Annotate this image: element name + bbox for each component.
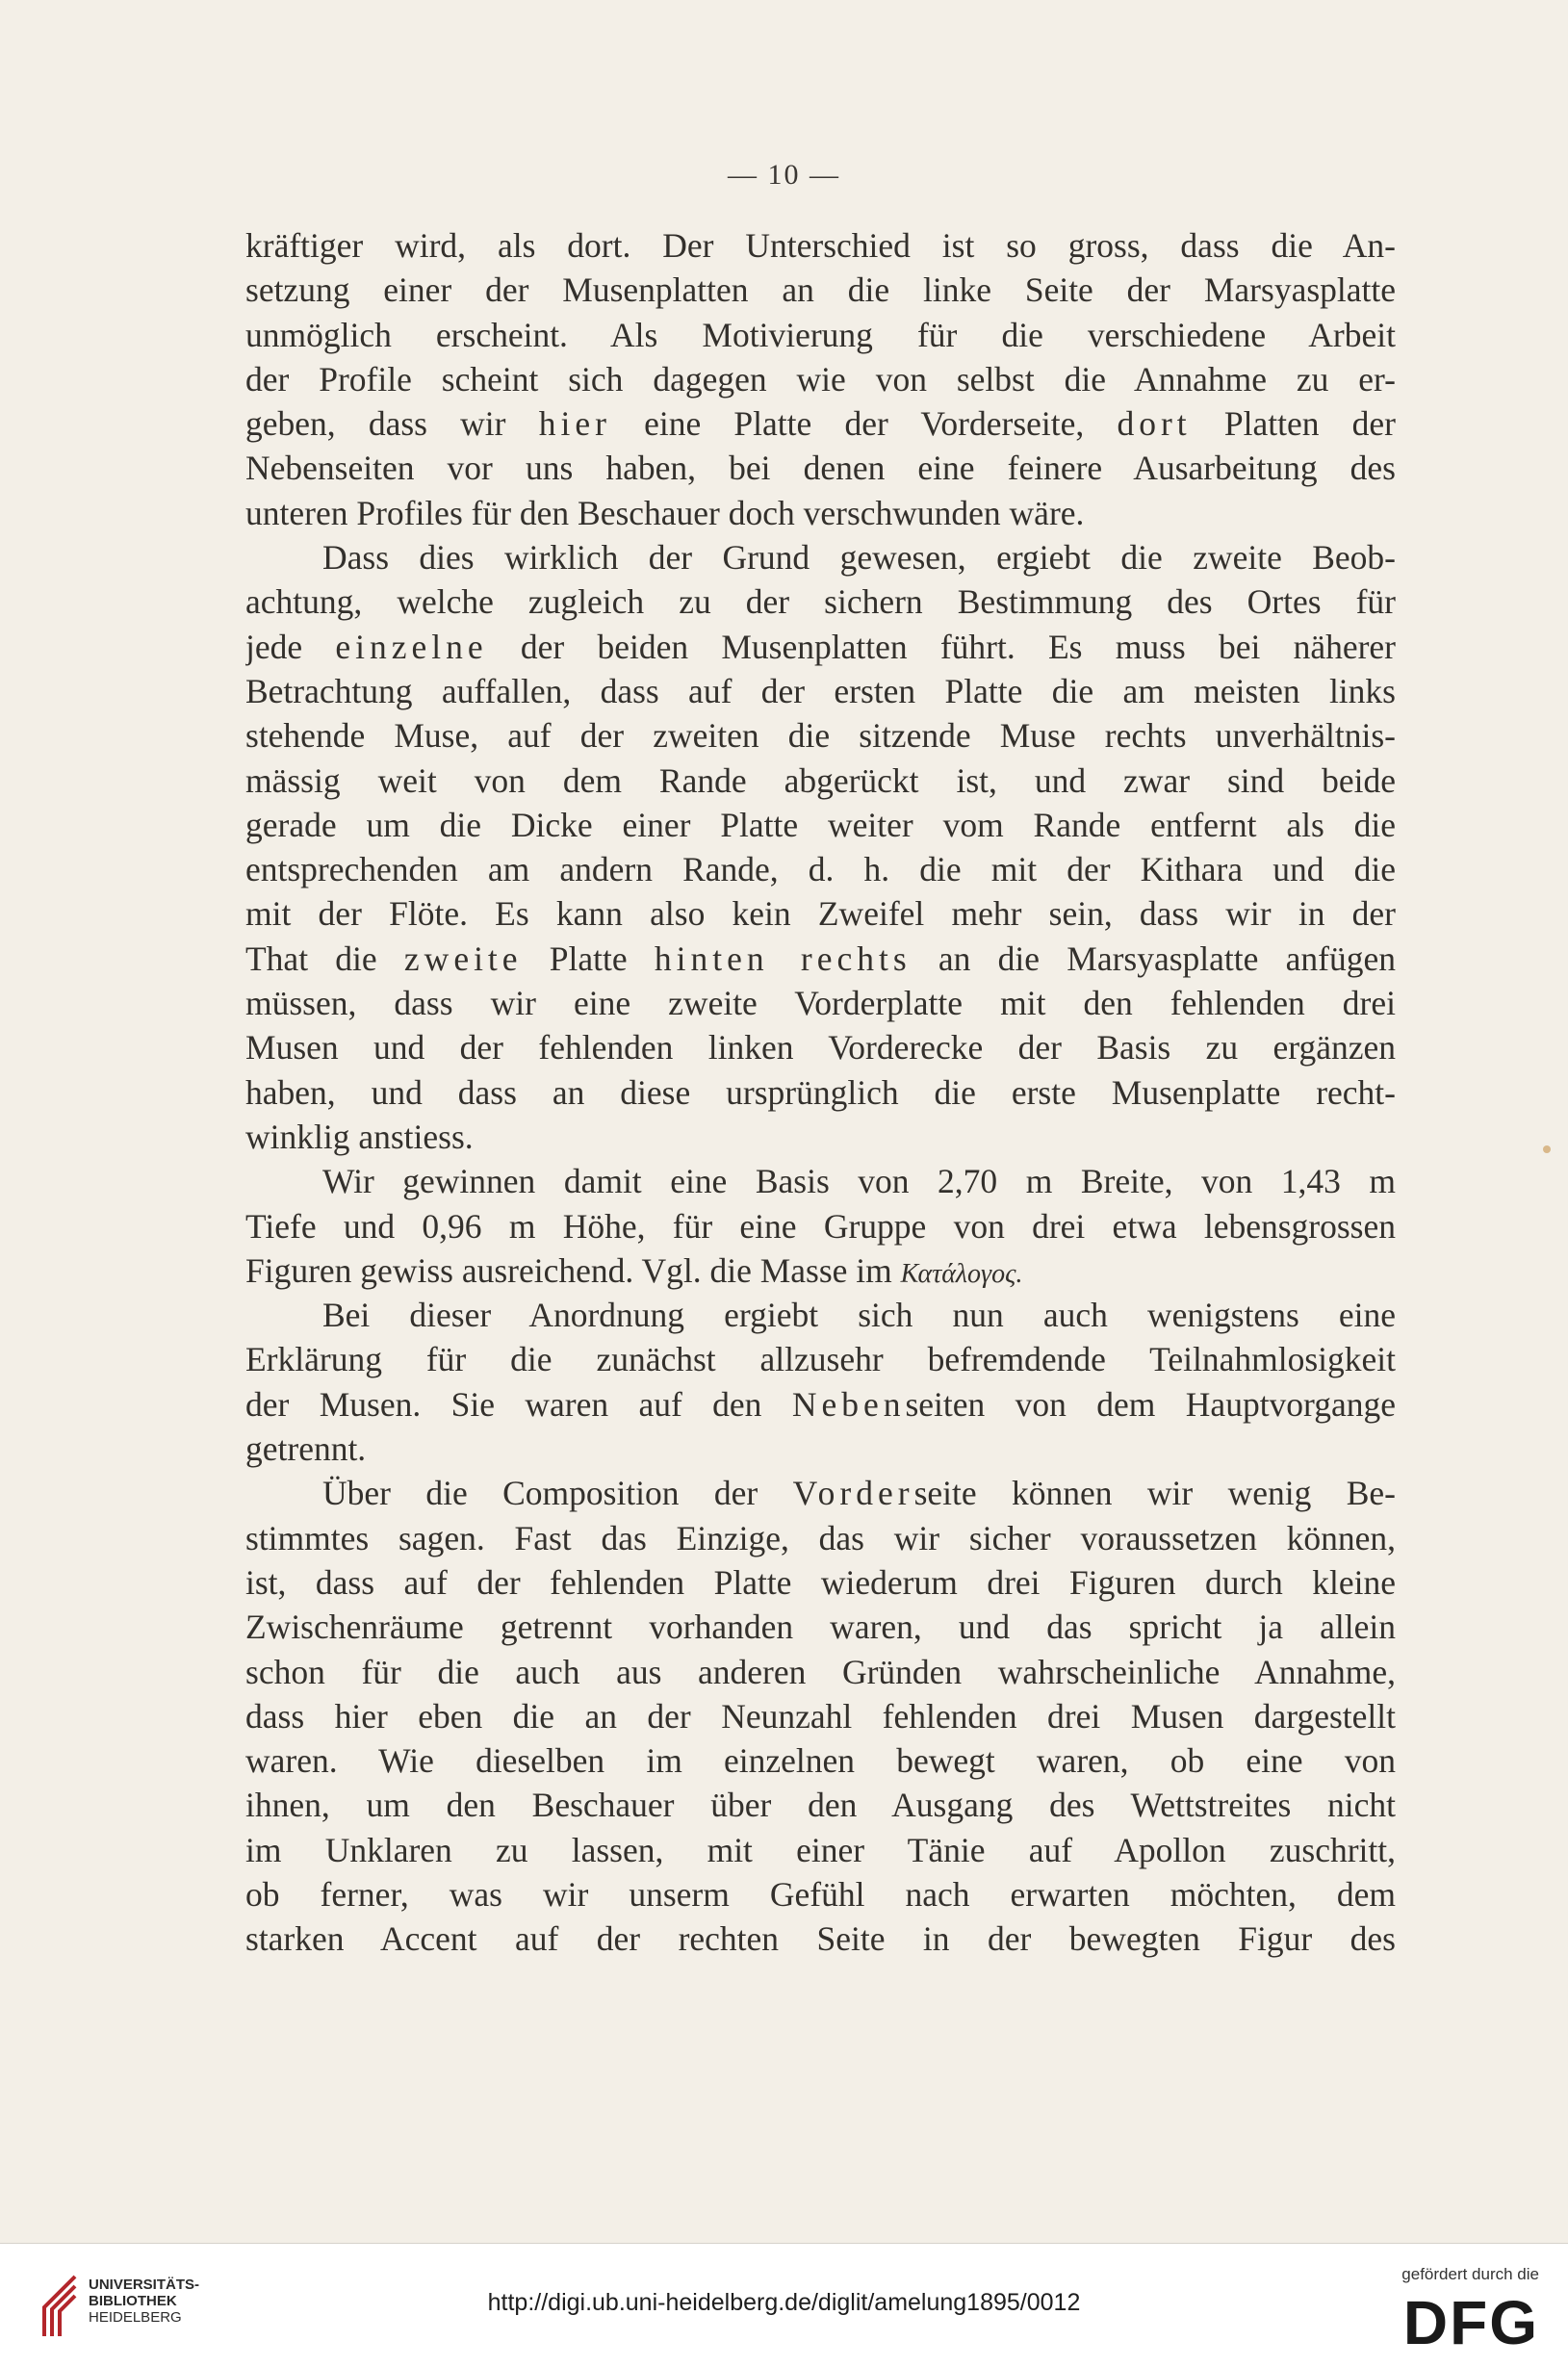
- text-line: ob ferner, was wir unserm Gefühl nach erwarten möchten, dem: [245, 1874, 1396, 1914]
- library-name-line: HEIDELBERG: [89, 2309, 182, 2326]
- dfg-logo: DFG: [1402, 2288, 1539, 2357]
- text-run: geben, dass wir: [245, 404, 539, 444]
- text-line: stehende Muse, auf der zweiten die sitzende Muse rechts unverhältnis-: [245, 716, 1396, 756]
- text-run: jede: [245, 627, 336, 666]
- text-line: schon für die auch aus anderen Gründen wahrscheinliche Annahme,: [245, 1652, 1396, 1691]
- scan-dust-mark: [1543, 1145, 1551, 1153]
- text-run: That die: [245, 939, 404, 978]
- emphasis-spaced: Neben: [791, 1384, 906, 1424]
- text-line: [245, 1382, 1396, 1427]
- text-line: dass hier eben die an der Neunzahl fehlenden drei Musen dargestellt: [245, 1696, 1396, 1736]
- text-line: stimmtes sagen. Fast das Einzige, das wir sicher voraussetzen können,: [245, 1518, 1396, 1557]
- text-line: im Unklaren zu lassen, mit einer Tänie auf Apollon zuschritt,: [245, 1830, 1396, 1869]
- text-line: [245, 401, 1396, 446]
- text-line: starken Accent auf der rechten Seite in der bewegten Figur des: [245, 1919, 1396, 1959]
- emphasis-spaced: einzelne: [335, 627, 488, 666]
- text-line: Zwischenräume getrennt vorhanden waren, und das spricht ja allein: [245, 1608, 1396, 1647]
- text-line: achtung, welche zugleich zu der sichern Bestimmung des Ortes für: [245, 582, 1396, 622]
- text-line: mässig weit von dem Rande abgerückt ist, und zwar sind beide: [245, 760, 1396, 800]
- text-line: Wir gewinnen damit eine Basis von 2,70 m Breite, von 1,43 m: [322, 1162, 1396, 1201]
- text-line: Erklärung für die zunächst allzusehr befremdende Teilnahmlosigkeit: [245, 1340, 1396, 1379]
- text-run: Über die Composition der: [322, 1474, 793, 1513]
- text-line: Betrachtung auffallen, dass auf der ersten Platte die am meisten links: [245, 671, 1396, 710]
- text-line: der Profile scheint sich dagegen wie von selbst die Annahme zu er-: [245, 359, 1396, 399]
- greek-word: Κατάλογος.: [900, 1258, 1023, 1289]
- text-line: waren. Wie dieselben im einzelnen bewegt waren, ob eine von: [245, 1741, 1396, 1781]
- emphasis-spaced: hier: [538, 404, 611, 444]
- text-line: [245, 625, 1396, 669]
- emphasis-spaced: Vorder: [792, 1474, 914, 1513]
- emphasis-spaced: hinten rechts: [654, 939, 912, 978]
- text-line: entsprechenden am andern Rande, d. h. die mit der Kithara und die: [245, 850, 1396, 889]
- text-line: müssen, dass wir eine zweite Vorderplatte mit den fehlenden drei: [245, 984, 1396, 1023]
- text-run: Platte: [522, 939, 655, 978]
- page-number: — 10 —: [728, 159, 840, 191]
- text-line: unmöglich erscheint. Als Motivierung für die verschiedene Arbeit: [245, 315, 1396, 354]
- library-name-line: BIBLIOTHEK: [89, 2293, 177, 2309]
- source-url-link[interactable]: http://digi.ub.uni-heidelberg.de/diglit/amelung1895/0012: [487, 2289, 1081, 2316]
- text-run: seiten von dem Hauptvorgange: [905, 1384, 1396, 1424]
- text-run: Figuren gewiss ausreichend. Vgl. die Masse im: [245, 1250, 901, 1290]
- text-run: Platten der: [1191, 404, 1396, 444]
- text-run: der beiden Musenplatten führt. Es muss bei näherer: [487, 627, 1396, 666]
- text-line: ihnen, um den Beschauer über den Ausgang des Wettstreites nicht: [245, 1786, 1396, 1825]
- text-line: Tiefe und 0,96 m Höhe, für eine Gruppe von drei etwa lebensgrossen: [245, 1206, 1396, 1246]
- text-run: seite können wir wenig Be-: [913, 1474, 1396, 1513]
- text-line: unteren Profiles für den Beschauer doch verschwunden wäre.: [245, 493, 1085, 532]
- text-line: getrennt.: [245, 1429, 367, 1469]
- text-line: ist, dass auf der fehlenden Platte wiederum drei Figuren durch kleine: [245, 1562, 1396, 1602]
- text-line: haben, und dass an diese ursprünglich die erste Musenplatte recht-: [245, 1072, 1396, 1112]
- text-run: eine Platte der Vorderseite,: [610, 404, 1118, 444]
- text-line: mit der Flöte. Es kann also kein Zweifel mehr sein, dass wir in der: [245, 894, 1396, 934]
- emphasis-spaced: dort: [1117, 404, 1192, 444]
- funding-caption: gefördert durch die: [1401, 2265, 1539, 2283]
- text-line: [245, 1248, 1396, 1293]
- text-line: Dass dies wirklich der Grund gewesen, ergiebt die zweite Beob-: [322, 538, 1396, 578]
- emphasis-spaced: zweite: [403, 939, 523, 978]
- text-line: gerade um die Dicke einer Platte weiter vom Rande entfernt als die: [245, 805, 1396, 844]
- text-line: [245, 1471, 1396, 1515]
- text-line: setzung einer der Musenplatten an die linke Seite der Marsyasplatte: [245, 270, 1396, 310]
- text-run: der Musen. Sie waren auf den: [245, 1384, 792, 1424]
- text-line: kräftiger wird, als dort. Der Unterschied ist so gross, dass die An-: [245, 226, 1396, 265]
- digitization-footer: [0, 2243, 1568, 2367]
- text-line: Musen und der fehlenden linken Vorderecke der Basis zu ergänzen: [245, 1028, 1396, 1068]
- text-line: Bei dieser Anordnung ergiebt sich nun auch wenigstens eine: [322, 1296, 1396, 1335]
- text-line: Nebenseiten vor uns haben, bei denen eine feinere Ausarbeitung des: [245, 449, 1396, 488]
- library-name-line: UNIVERSITÄTS-: [89, 2277, 200, 2293]
- text-line: winklig anstiess.: [245, 1117, 474, 1156]
- text-run: an die Marsyasplatte anfügen: [911, 939, 1396, 978]
- body-text: [245, 223, 1396, 1962]
- text-line: [245, 937, 1396, 981]
